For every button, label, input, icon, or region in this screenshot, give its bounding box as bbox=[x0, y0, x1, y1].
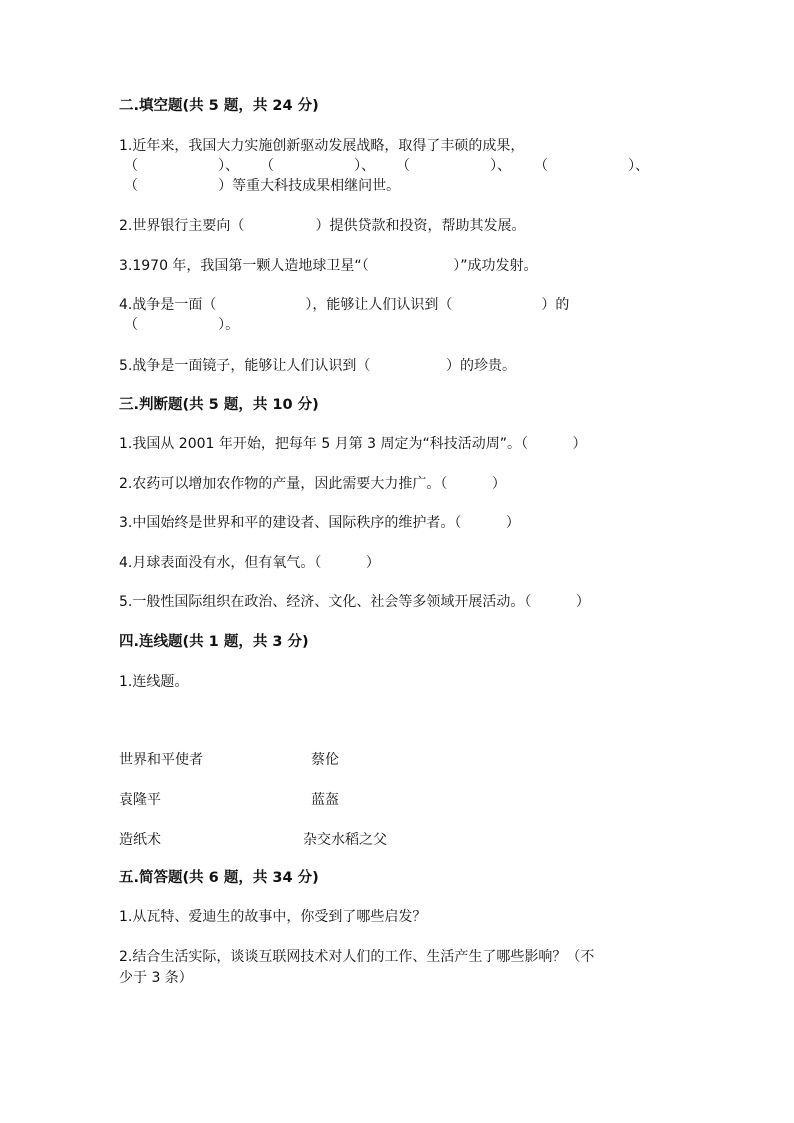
match-left-item-2: 袁隆平 bbox=[119, 792, 161, 808]
judge-question-5: 5.一般性国际组织在政治、经济、文化、社会等多领域开展活动。（ ） bbox=[119, 594, 590, 610]
section-heading-fill: 二.填空题(共 5 题，共 24 分) bbox=[119, 98, 319, 114]
short-question-1: 1.从瓦特、爱迪生的故事中，你受到了哪些启发？ bbox=[119, 909, 427, 925]
match-right-item-2: 蓝盔 bbox=[311, 792, 339, 808]
judge-question-4: 4.月球表面没有水，但有氧气。（ ） bbox=[119, 555, 380, 571]
blank-2: （ ）、 bbox=[260, 158, 376, 174]
blank-1: （ ）、 bbox=[124, 158, 240, 174]
short-question-2-line-1: 2.结合生活实际，谈谈互联网技术对人们的工作、生活产生了哪些影响？（不 bbox=[119, 949, 595, 965]
section-heading-short: 五.简答题(共 6 题，共 34 分) bbox=[119, 870, 319, 886]
fill-question-1-line-1: 1.近年来，我国大力实施创新驱动发展战略，取得了丰硕的成果， bbox=[119, 138, 525, 154]
blank-4: （ ）、 bbox=[534, 158, 650, 174]
judge-question-3: 3.中国始终是世界和平的建设者、国际秩序的维护者。（ ） bbox=[119, 515, 520, 531]
short-question-2-line-2: 少于 3 条） bbox=[119, 970, 193, 986]
fill-question-1-line-2 bbox=[124, 156, 650, 176]
judge-question-1: 1.我国从 2001 年开始，把每年 5 月第 3 周定为“科技活动周”。（ ） bbox=[119, 436, 587, 452]
judge-question-2: 2.农药可以增加农作物的产量，因此需要大力推广。（ ） bbox=[119, 476, 506, 492]
fill-question-1-line-3: （ ）等重大科技成果相继问世。 bbox=[124, 178, 401, 194]
blank-3: （ ）、 bbox=[396, 158, 512, 174]
section-heading-judge: 三.判断题(共 5 题，共 10 分) bbox=[119, 397, 319, 413]
match-right-item-3: 杂交水稻之父 bbox=[303, 832, 387, 848]
match-left-item-1: 世界和平使者 bbox=[119, 752, 203, 768]
match-left-item-3: 造纸术 bbox=[119, 832, 161, 848]
fill-question-5: 5.战争是一面镜子，能够让人们认识到（ ）的珍贵。 bbox=[119, 358, 517, 374]
section-heading-match: 四.连线题(共 1 题，共 3 分) bbox=[119, 634, 309, 650]
fill-question-2: 2.世界银行主要向（ ）提供贷款和投资，帮助其发展。 bbox=[119, 218, 526, 234]
fill-question-4-line-1: 4.战争是一面（ ），能够让人们认识到（ ）的 bbox=[119, 297, 570, 313]
fill-question-4-line-2: （ ）。 bbox=[124, 317, 240, 333]
fill-question-3: 3.1970 年，我国第一颗人造地球卫星“（ ）”成功发射。 bbox=[119, 258, 538, 274]
match-right-item-1: 蔡伦 bbox=[311, 752, 339, 768]
match-question-1: 1.连线题。 bbox=[119, 674, 189, 690]
